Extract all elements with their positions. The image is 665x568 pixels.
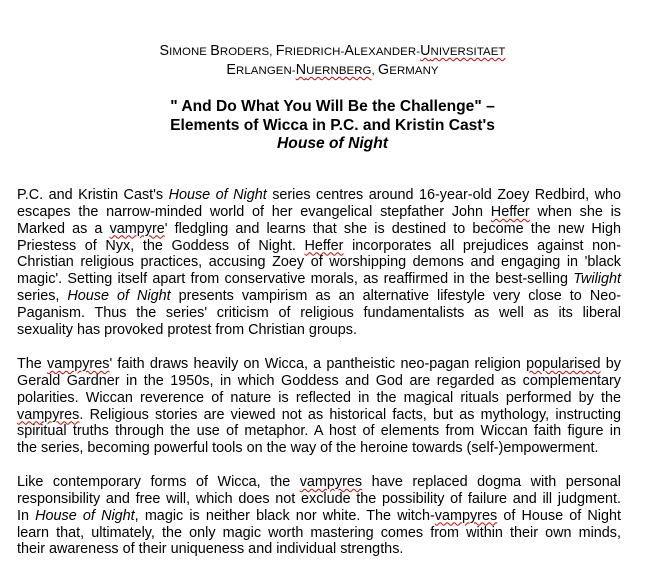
text-line: Priestess of Nyx, the Goddess of Night. Heffer incorporates all prejudices against non- xyxy=(17,237,621,254)
text-line: vampyres. Religious stories are viewed not as historical facts, but as mythology, instructing xyxy=(17,406,621,423)
paper-title-line-2: Elements of Wicca in P.C. and Kristin Cast's xyxy=(170,117,495,134)
text-line: their awareness of their uniqueness and individual strengths. xyxy=(17,541,404,558)
text-line: escapes the narrow-minded world of her evangelical stepfather John Heffer when she is xyxy=(17,203,621,220)
text-line: P.C. and Kristin Cast's House of Night series centres around 16-year-old Zoey Redbird, who xyxy=(17,187,621,203)
text-line: learn that, ultimately, the only magic worth mastering comes from within their own minds, xyxy=(17,524,621,541)
text-line: Christian religious practices, accusing Zoey of worshipping demons and engaging in 'black xyxy=(17,254,621,271)
text-line: sexuality has provoked protest from Christian groups. xyxy=(17,321,357,338)
paper-title-line-3: House of Night xyxy=(277,135,388,152)
text-line: The vampyres' faith draws heavily on Wicca, a pantheistic neo-pagan religion popularised by xyxy=(17,356,622,372)
text-line: Marked as a vampyre' fledgling and learns that she is destined to become the new High xyxy=(17,220,621,237)
text-line: In House of Night, magic is neither black nor white. The witch-vampyres of House of Night xyxy=(17,507,621,524)
text-line: magic'. Setting itself apart from conservative morals, as reaffirmed in the best-selling Twilight xyxy=(17,271,621,288)
text-line: spiritual truths through the use of metaphor. A host of elements from Wiccan faith figure in xyxy=(17,423,621,440)
author-affiliation-line: ERLANGEN-NUERNBERG, GERMANY xyxy=(226,62,439,78)
author-name-line: SIMONE BRODERS, FRIEDRICH-ALEXANDER-UNIVERSITAET xyxy=(159,43,506,59)
paper-title-line-1: " And Do What You Will Be the Challenge" – xyxy=(170,98,495,115)
text-line: Gerald Gardner in the 1950s, in which Goddess and God are regarded as complementary xyxy=(17,372,621,389)
text-line: polarities. Wiccan reverence of nature is reflected in the magical rituals performed by the xyxy=(17,389,621,406)
text-line: Paganism. Thus the series' criticism of religious fundamentalists as well as its liberal xyxy=(17,304,621,321)
paragraph-2 xyxy=(17,356,621,457)
text-line: the series, becoming powerful tools on the way of the heroine towards (self-)empowerment. xyxy=(17,440,599,457)
text-line: Like contemporary forms of Wicca, the vampyres have replaced dogma with personal xyxy=(17,474,621,490)
text-line: responsibility and free will, which does not exclude the possibility of failure and ill judgment. xyxy=(17,490,621,507)
paragraph-3 xyxy=(17,474,621,558)
paragraph-1 xyxy=(17,187,621,339)
text-line: series, House of Night presents vampirism as an alternative lifestyle very close to Neo- xyxy=(17,288,622,305)
